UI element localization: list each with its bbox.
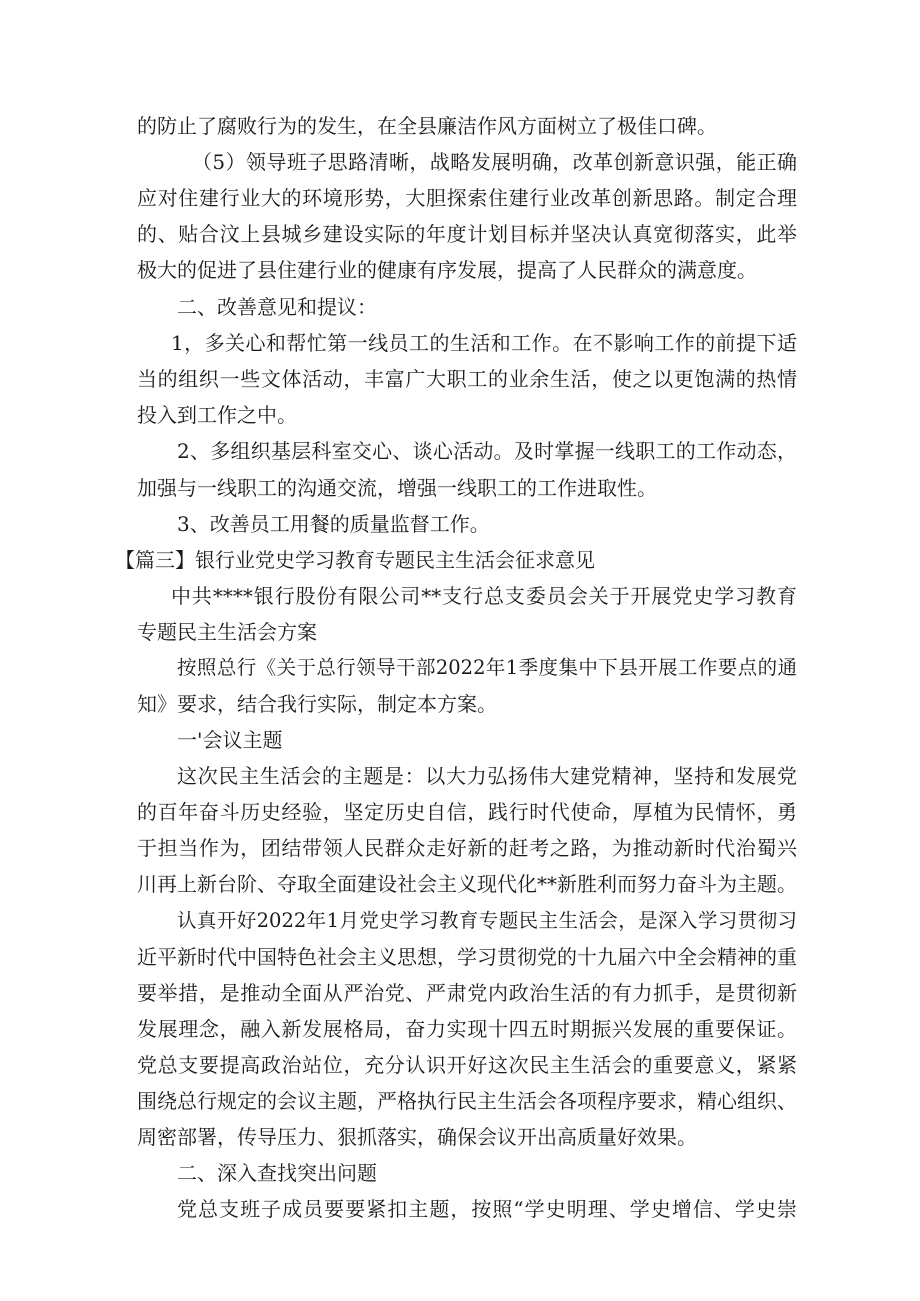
paragraph-line: 党总支班子成员要要紧扣主题，按照“学史明理、学史增信、学史崇 (177, 1197, 797, 1221)
paragraph-line: 的防止了腐败行为的发生，在全县廉洁作风方面树立了极佳口碑。 (137, 114, 717, 138)
section-heading: 一'会议主题 (177, 728, 283, 752)
paragraph-line: 极大的促进了县住建行业的健康有序发展，提高了人民群众的满意度。 (137, 258, 757, 282)
section-heading: 二、深入查找突出问题 (177, 1161, 377, 1185)
paragraph-line: 投入到工作之中。 (137, 403, 297, 427)
paragraph-line: 周密部署，传导压力、狠抓落实，确保会议开出高质量好效果。 (137, 1125, 697, 1149)
paragraph-line: 2、多组织基层科室交心、谈心活动。及时掌握一线职工的工作动态， (177, 439, 797, 463)
paragraph-line: 党总支要提高政治站位，充分认识开好这次民主生活会的重要意义，紧紧 (137, 1053, 797, 1077)
paragraph-line: 发展理念，融入新发展格局，奋力实现十四五时期振兴发展的重要保证。 (137, 1017, 797, 1041)
paragraph-line: 应对住建行业大的环境形势，大胆探索住建行业改革创新思路。制定合理 (137, 186, 797, 210)
paragraph-line: 1，多关心和帮忙第一线员工的生活和工作。在不影响工作的前提下适 (171, 331, 797, 355)
paragraph-line: 近平新时代中国特色社会主义思想，学习贯彻党的十九届六中全会精神的重 (137, 945, 797, 969)
paragraph-line: 专题民主生活会方案 (137, 620, 317, 644)
section-heading: 二、改善意见和提议： (177, 295, 377, 319)
paragraph-line: 3、改善员工用餐的质量监督工作。 (177, 512, 490, 536)
paragraph-line: 知》要求，结合我行实际，制定本方案。 (137, 692, 497, 716)
paragraph-line: 这次民主生活会的主题是：以大力弘扬伟大建党精神，坚持和发展党 (177, 764, 797, 788)
paragraph-line: 认真开好2022年1月党史学习教育专题民主生活会，是深入学习贯彻习 (177, 909, 797, 932)
paragraph-line: 当的组织一些文体活动，丰富广大职工的业余生活，使之以更饱满的热情 (137, 367, 797, 391)
paragraph-line: 加强与一线职工的沟通交流，增强一线职工的工作进取性。 (137, 476, 657, 500)
paragraph-line: 川再上新台阶、夺取全面建设社会主义现代化**新胜利而努力奋斗为主题。 (137, 872, 797, 896)
paragraph-line: 按照总行《关于总行领导干部2022年1季度集中下县开展工作要点的通 (177, 656, 797, 679)
paragraph-line: 中共****银行股份有限公司**支行总支委员会关于开展党史学习教育 (171, 584, 797, 608)
paragraph-line: 围绕总行规定的会议主题，严格执行民主生活会各项程序要求，精心组织、 (137, 1089, 797, 1113)
article-heading: 【篇三】银行业党史学习教育专题民主生活会征求意见 (115, 548, 595, 572)
paragraph-line: 于担当作为，团结带领人民群众走好新的赶考之路，为推动新时代治蜀兴 (137, 836, 797, 860)
paragraph-line: 的、贴合汶上县城乡建设实际的年度计划目标并坚决认真宽彻落实，此举 (137, 222, 797, 246)
paragraph-line: （5）领导班子思路清晰，战略发展明确，改革创新意识强，能正确 (192, 150, 797, 174)
paragraph-line: 要举措，是推动全面从严治党、严肃党内政治生活的有力抓手，是贯彻新 (137, 981, 797, 1005)
paragraph-line: 的百年奋斗历史经验，坚定历史自信，践行时代使命，厚植为民情怀，勇 (137, 800, 797, 824)
